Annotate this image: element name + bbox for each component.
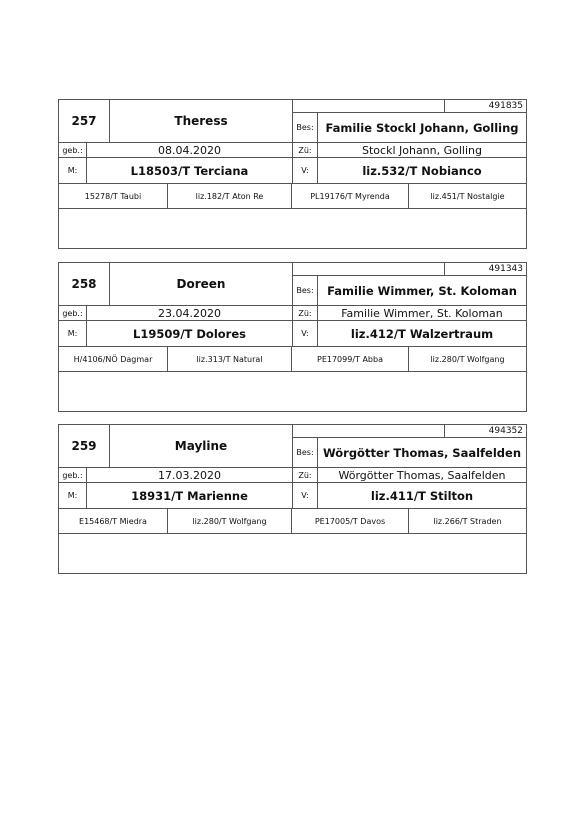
mother-label: M:	[59, 158, 87, 184]
father-value: liz.411/T Stilton	[318, 483, 526, 509]
mother-value: 18931/T Marienne	[87, 483, 292, 509]
father-label: V:	[292, 321, 318, 347]
ancestor-cell: liz.280/T Wolfgang	[168, 509, 292, 534]
mother-value: L18503/T Terciana	[87, 158, 292, 184]
ancestor-cell: liz.280/T Wolfgang	[409, 347, 526, 372]
ancestor-cell: H/4106/NÖ Dagmar	[59, 347, 168, 372]
animal-card	[58, 262, 527, 412]
empty-cell	[292, 263, 444, 276]
born-date: 23.04.2020	[87, 306, 292, 321]
born-date: 08.04.2020	[87, 143, 292, 158]
mother-label: M:	[59, 483, 87, 509]
card-id: 259	[59, 425, 110, 468]
owner-value: Wörgötter Thomas, Saalfelden	[318, 438, 526, 468]
registration-number: 494352	[444, 425, 526, 438]
owner-value: Familie Stockl Johann, Golling	[318, 113, 526, 143]
breeder-value: Stockl Johann, Golling	[318, 143, 526, 158]
father-label: V:	[292, 483, 318, 509]
ancestor-cell: PE17099/T Abba	[292, 347, 409, 372]
breeder-label: Zü:	[292, 468, 318, 483]
card-id: 257	[59, 100, 110, 143]
born-label: geb.:	[59, 306, 87, 321]
born-date: 17.03.2020	[87, 468, 292, 483]
ancestor-cell: PL19176/T Myrenda	[292, 184, 409, 209]
born-label: geb.:	[59, 143, 87, 158]
owner-label: Bes:	[292, 438, 318, 468]
ancestor-cell: liz.451/T Nostalgie	[409, 184, 526, 209]
notes-area	[59, 209, 526, 248]
animal-card	[58, 424, 527, 574]
mother-value: L19509/T Dolores	[87, 321, 292, 347]
owner-label: Bes:	[292, 113, 318, 143]
mother-label: M:	[59, 321, 87, 347]
ancestor-cell: liz.313/T Natural	[168, 347, 292, 372]
ancestor-cell: E15468/T Miedra	[59, 509, 168, 534]
owner-value: Familie Wimmer, St. Koloman	[318, 276, 526, 306]
ancestor-cell: liz.182/T Aton Re	[168, 184, 292, 209]
ancestor-cell: 15278/T Taubi	[59, 184, 168, 209]
ancestor-cell: liz.266/T Straden	[409, 509, 526, 534]
ancestor-cell: PE17005/T Davos	[292, 509, 409, 534]
breeder-label: Zü:	[292, 306, 318, 321]
notes-area	[59, 534, 526, 573]
empty-cell	[292, 425, 444, 438]
empty-cell	[292, 100, 444, 113]
notes-area	[59, 372, 526, 411]
born-label: geb.:	[59, 468, 87, 483]
father-value: liz.412/T Walzertraum	[318, 321, 526, 347]
owner-label: Bes:	[292, 276, 318, 306]
breeder-value: Wörgötter Thomas, Saalfelden	[318, 468, 526, 483]
breeder-value: Familie Wimmer, St. Koloman	[318, 306, 526, 321]
father-label: V:	[292, 158, 318, 184]
animal-name: Mayline	[110, 425, 292, 468]
animal-name: Theress	[110, 100, 292, 143]
registration-number: 491835	[444, 100, 526, 113]
registration-number: 491343	[444, 263, 526, 276]
breeder-label: Zü:	[292, 143, 318, 158]
animal-name: Doreen	[110, 263, 292, 306]
card-id: 258	[59, 263, 110, 306]
father-value: liz.532/T Nobianco	[318, 158, 526, 184]
animal-card	[58, 99, 527, 249]
